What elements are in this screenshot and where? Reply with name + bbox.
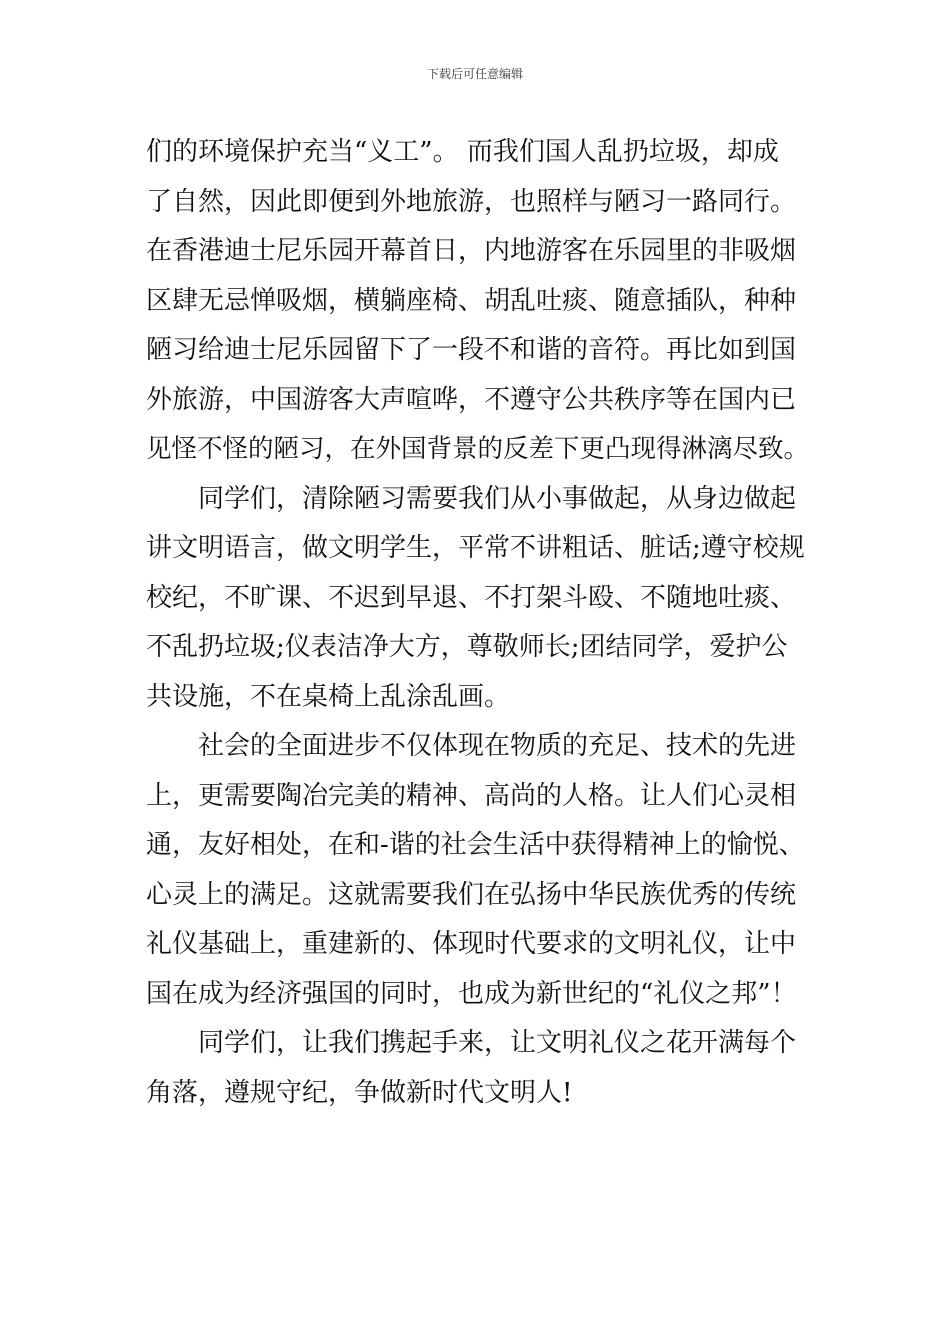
text-line: 校纪，不旷课、不迟到早退、不打架斗殴、不随地吐痰、 bbox=[146, 582, 797, 613]
text-line: 角落，遵规守纪，争做新时代文明人! bbox=[146, 1077, 573, 1108]
text-line: 通，友好相处，在和-谐的社会生活中获得精神上的愉悦、 bbox=[146, 830, 805, 860]
text-line: 心灵上的满足。这就需要我们在弘扬中华民族优秀的传统 bbox=[146, 879, 797, 910]
text-line: 外旅游，中国游客大声喧哗，不遵守公共秩序等在国内已 bbox=[146, 384, 797, 415]
text-line: 讲文明语言，做文明学生，平常不讲粗话、脏话;遵守校规 bbox=[146, 533, 805, 563]
text-line: 在香港迪士尼乐园开幕首日，内地游客在乐园里的非吸烟 bbox=[146, 236, 797, 266]
text-line: 上，更需要陶冶完美的精神、高尚的人格。让人们心灵相 bbox=[146, 780, 797, 811]
text-line: 国在成为经济强国的同时，也成为新世纪的“礼仪之邦”！ bbox=[146, 978, 797, 1009]
document-body bbox=[146, 128, 814, 1118]
text-line: 陋习给迪士尼乐园留下了一段不和谐的音符。再比如到国 bbox=[146, 335, 797, 365]
text-line: 不乱扔垃圾;仪表洁净大方，尊敬师长;团结同学，爱护公 bbox=[146, 632, 788, 662]
text-line: 同学们，让我们携起手来，让文明礼仪之花开满每个 bbox=[198, 1028, 797, 1058]
text-line: 礼仪基础上，重建新的、体现时代要求的文明礼仪，让中 bbox=[146, 929, 797, 959]
text-line: 社会的全面进步不仅体现在物质的充足、技术的先进 bbox=[198, 731, 797, 761]
page-header: 下载后可任意编辑 bbox=[426, 67, 523, 81]
text-line: 们的环境保护充当“义工”。 而我们国人乱扔垃圾，却成 bbox=[146, 137, 779, 167]
text-line: 同学们，清除陋习需要我们从小事做起，从身边做起 bbox=[198, 483, 797, 514]
text-line: 见怪不怪的陋习，在外国背景的反差下更凸现得淋漓尽致。 bbox=[146, 434, 810, 464]
text-line: 了自然，因此即便到外地旅游，也照样与陋习一路同行。 bbox=[146, 186, 797, 217]
text-line: 区肆无忌惮吸烟，横躺座椅、胡乱吐痰、随意插队，种种 bbox=[146, 285, 797, 316]
text-line: 共设施，不在桌椅上乱涂乱画。 bbox=[146, 681, 511, 712]
